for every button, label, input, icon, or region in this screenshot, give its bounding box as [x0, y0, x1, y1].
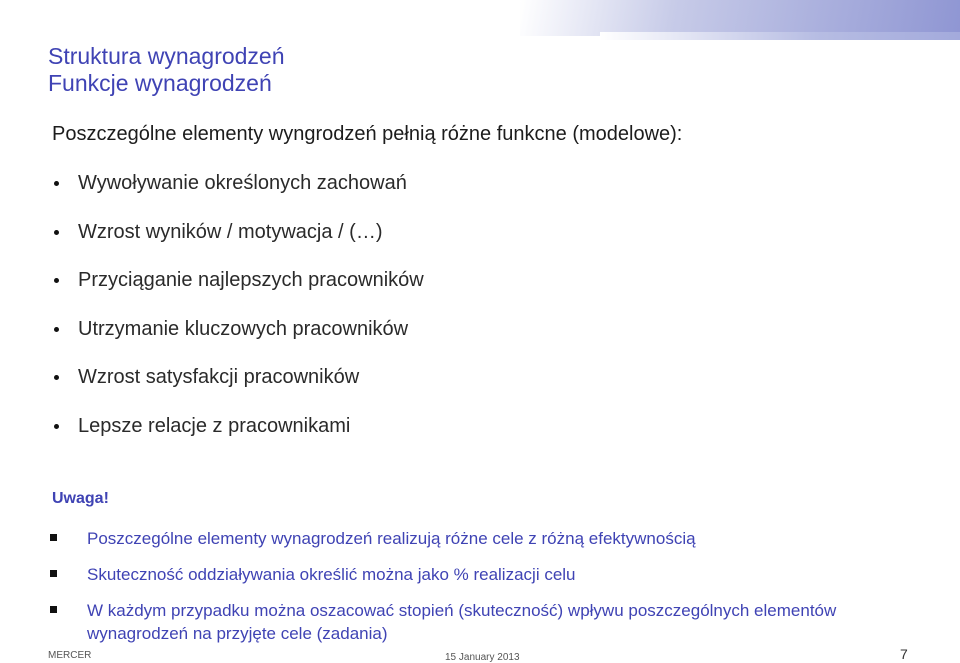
list-item-text: Przyciąganie najlepszych pracowników [78, 269, 424, 291]
function-list [50, 170, 424, 461]
bullet-icon [54, 375, 59, 380]
header-decoration-band [520, 0, 960, 36]
note-text: W każdym przypadku można oszacować stopień (skuteczność) wpływu poszczególnych elementów wynagrodzeń na przyjęte cele (zadania) [87, 601, 837, 643]
footer-date: 15 January 2013 [445, 652, 520, 663]
note-text: Skuteczność oddziaływania określić można jako % realizacji celu [87, 565, 576, 584]
list-item [50, 219, 424, 268]
bullet-icon [54, 327, 59, 332]
square-bullet-icon [50, 534, 57, 541]
note-text: Poszczególne elementy wynagrodzeń realizują różne cele z różną efektywnością [87, 529, 696, 548]
note-item [50, 563, 887, 586]
list-item-text: Wywoływanie określonych zachowań [78, 172, 407, 194]
title-block [48, 43, 285, 97]
bullet-icon [54, 424, 59, 429]
slide-subtitle: Funkcje wynagrodzeń [48, 70, 272, 96]
note-heading: Uwaga! [52, 490, 109, 507]
list-item [50, 316, 424, 365]
list-item-text: Utrzymanie kluczowych pracowników [78, 317, 409, 340]
bullet-icon [54, 278, 59, 283]
list-item [50, 364, 424, 413]
note-item [50, 599, 887, 645]
list-item [50, 170, 424, 219]
bullet-icon [54, 181, 59, 186]
square-bullet-icon [50, 570, 57, 577]
list-item-text: Wzrost wyników / motywacja / (…) [78, 220, 383, 243]
list-item-text: Lepsze relacje z pracownikami [78, 414, 351, 437]
list-item [50, 413, 424, 462]
list-item [50, 267, 424, 316]
bullet-icon [54, 230, 59, 235]
note-list [50, 527, 887, 658]
page-number: 7 [900, 646, 908, 662]
intro-text: Poszczególne elementy wyngrodzeń pełnią różne funkcne (modelowe): [52, 123, 683, 145]
slide-title: Struktura wynagrodzeń [48, 43, 285, 69]
square-bullet-icon [50, 606, 57, 613]
footer-brand: MERCER [48, 650, 92, 661]
header-decoration-stripe [600, 32, 960, 40]
list-item-text: Wzrost satysfakcji pracowników [78, 366, 360, 388]
note-item [50, 527, 887, 550]
